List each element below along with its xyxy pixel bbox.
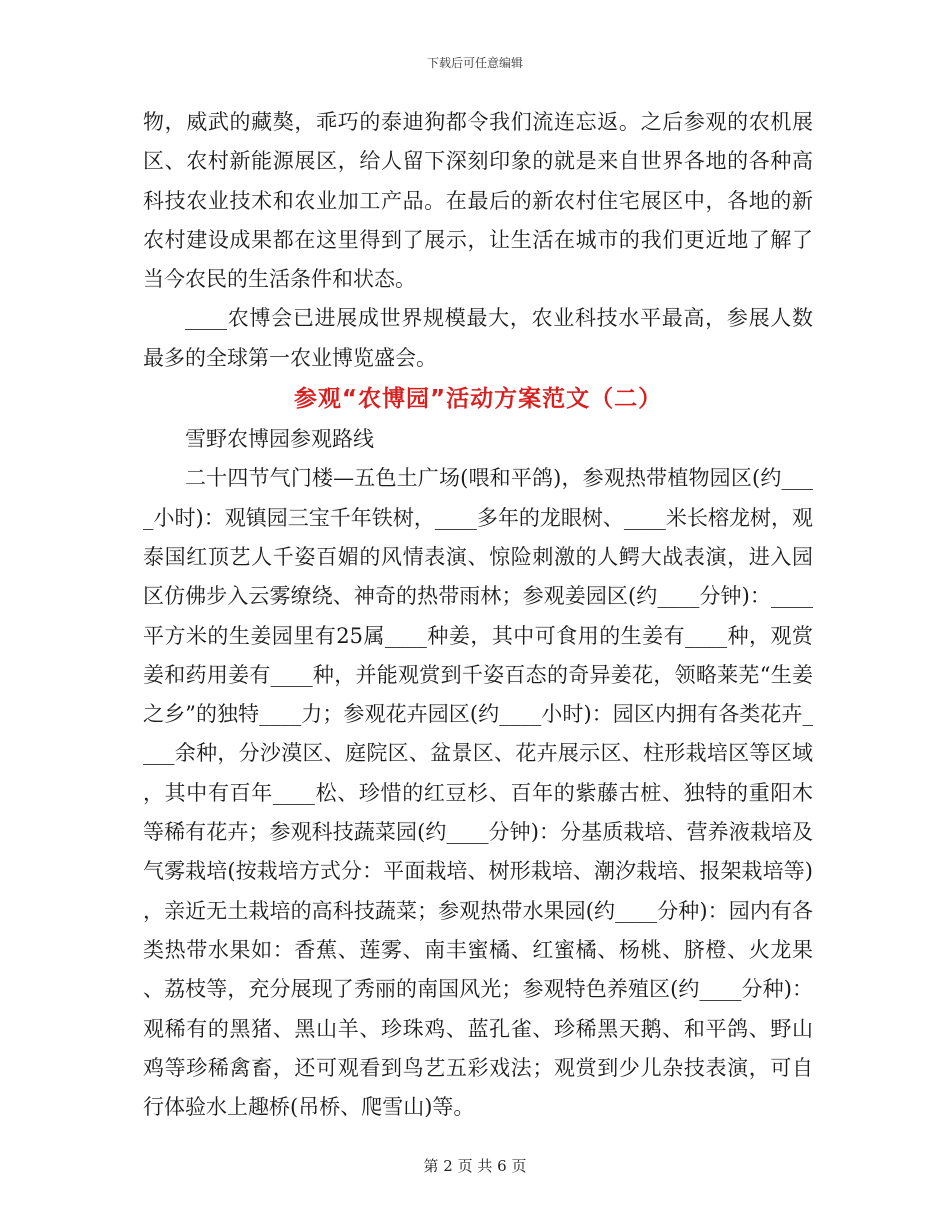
- page-number: 第 2 页 共 6 页: [423, 1157, 527, 1175]
- paragraph-route-heading: 雪野农博园参观路线: [185, 427, 374, 452]
- document-body: [143, 103, 813, 1127]
- page-header-note: 下载后可任意编辑: [426, 56, 523, 70]
- paragraph-expo-scale: ____农博会已进展成世界规模最大，农业科技水平最高，参展人数最多的全球第一农业博览盛会。: [143, 306, 813, 370]
- section-title: 参观“农博园”活动方案范文（二）: [293, 386, 663, 413]
- paragraph-route-details: 二十四节气门楼—五色土广场(喂和平鸽)，参观热带植物园区(约____小时)：观镇园三宝千年铁树，____多年的龙眼树、____米长榕龙树，观泰国红顶艺人千姿百媚的风情表演、惊险刺激的人鳄大战表演，进入园区仿佛步入云雾缭绕、神奇的热带雨林；参观姜园区(约____分钟)：____平方米的生姜园里有25属____种姜，其中可食用的生姜有____种，观赏姜和药用姜有____种，并能观赏到千姿百态的奇异姜花，领略莱芜“生姜之乡”的独特____力；参观花卉园区(约____小时)：园区内拥有各类花卉____余种，分沙漠区、庭院区、盆景区、花卉展示区、柱形栽培区等区域，其中有百年____松、珍惜的红豆杉、百年的紫藤古桩、独特的重阳木等稀有花卉；参观科技蔬菜园(约____分钟)：分基质栽培、营养液栽培及气雾栽培(按栽培方式分：平面栽培、树形栽培、潮汐栽培、报架栽培等)，亲近无土栽培的高科技蔬菜；参观热带水果园(约____分种)：园内有各类热带水果如：香蕉、莲雾、南丰蜜橘、红蜜橘、杨桃、脐橙、火龙果、荔枝等，充分展现了秀丽的南国风光；参观特色养殖区(约____分种)：观稀有的黑猪、黑山羊、珍珠鸡、蓝孔雀、珍稀黑天鹅、和平鸽、野山鸡等珍稀禽畜，还可观看到鸟艺五彩戏法；观赏到少儿杂技表演，可自行体验水上趣桥(吊桥、爬雪山)等。: [143, 466, 813, 1120]
- paragraph-expo-visit: 物，威武的藏獒，乖巧的泰迪狗都令我们流连忘返。之后参观的农机展区、农村新能源展区，给人留下深刻印象的就是来自世界各地的各种高科技农业技术和农业加工产品。在最后的新农村住宅展区中，各地的新农村建设成果都在这里得到了展示，让生活在城市的我们更近地了解了当今农民的生活条件和状态。: [143, 110, 813, 292]
